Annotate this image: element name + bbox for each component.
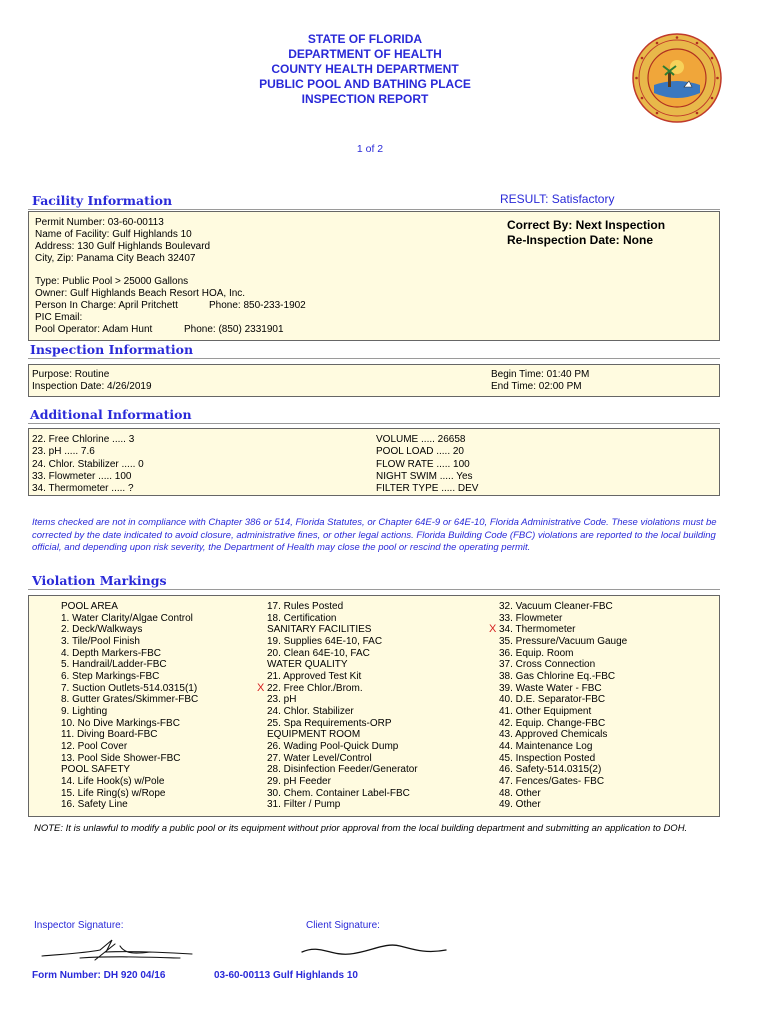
violations-column-1	[61, 601, 198, 811]
param-night-swim: NIGHT SWIM ..... Yes	[376, 470, 473, 482]
pool-operator: Pool Operator: Adam Hunt	[35, 324, 153, 335]
violation-item	[61, 659, 198, 671]
violation-item	[61, 741, 198, 753]
facility-reference: 03-60-00113 Gulf Highlands 10	[214, 970, 358, 981]
correct-by: Correct By: Next Inspection	[507, 218, 666, 232]
violation-item	[267, 624, 418, 636]
violation-label: 12. Pool Cover	[61, 740, 128, 752]
violation-item	[499, 683, 627, 695]
violation-item	[61, 601, 198, 613]
violation-label: 34. Thermometer	[499, 624, 576, 636]
violation-item	[267, 799, 418, 811]
client-signature	[300, 936, 450, 964]
violation-item	[499, 671, 627, 683]
violation-label: 2. Deck/Walkways	[61, 624, 143, 636]
additional-info-box	[28, 428, 720, 496]
param-pool-load: POOL LOAD ..... 20	[376, 446, 464, 458]
violation-label: 11. Diving Board-FBC	[61, 729, 158, 741]
violations-column-2	[257, 601, 418, 811]
violation-label: 42. Equip. Change-FBC	[499, 717, 606, 729]
violation-label: 49. Other	[499, 799, 541, 811]
param-flow-rate: FLOW RATE ..... 100	[376, 458, 470, 470]
param-filter-type: FILTER TYPE ..... DEV	[376, 483, 479, 495]
person-in-charge: Person In Charge: April Pritchett	[35, 300, 178, 311]
header-line: COUNTY HEALTH DEPARTMENT	[271, 62, 459, 76]
violation-label: 23. pH	[267, 694, 297, 706]
violation-item	[61, 694, 198, 706]
violation-label: 32. Vacuum Cleaner-FBC	[499, 601, 613, 612]
violation-label: 1. Water Clarity/Algae Control	[61, 612, 193, 624]
violation-item	[499, 601, 627, 613]
violation-item	[499, 764, 627, 776]
violation-label: 48. Other	[499, 787, 541, 799]
modification-note: NOTE: It is unlawful to modify a public pool or its equipment without prior approval from the local building department and submitting an application to DOH.	[34, 823, 688, 834]
violation-item	[267, 741, 418, 753]
violation-mark: X	[489, 623, 497, 636]
violation-label: 30. Chem. Container Label-FBC	[267, 787, 410, 799]
violation-label: 33. Flowmeter	[499, 612, 563, 624]
violation-label: 20. Clean 64E-10, FAC	[267, 647, 370, 659]
violation-item	[267, 648, 418, 660]
violation-label: 18. Certification	[267, 612, 337, 624]
facility-type: Type: Public Pool > 25000 Gallons	[35, 276, 189, 287]
violation-label: 13. Pool Side Shower-FBC	[61, 752, 181, 764]
inspector-signature-label: Inspector Signature:	[34, 920, 124, 931]
violation-item	[61, 648, 198, 660]
header-line: INSPECTION REPORT	[301, 92, 429, 106]
violation-item	[499, 648, 627, 660]
section-divider	[28, 423, 720, 424]
violation-label: 40. D.E. Separator-FBC	[499, 694, 606, 706]
violation-item	[489, 623, 627, 636]
violation-label: WATER QUALITY	[267, 659, 348, 671]
violations-section-title: Violation Markings	[32, 573, 167, 588]
violation-label: 37. Cross Connection	[499, 659, 596, 671]
violation-label: 46. Safety-514.0315(2)	[499, 764, 602, 776]
facility-name: Name of Facility: Gulf Highlands 10	[35, 229, 192, 240]
report-header	[150, 32, 580, 107]
violation-label: 24. Chlor. Stabilizer	[267, 705, 354, 717]
violation-label: EQUIPMENT ROOM	[267, 729, 361, 741]
violation-label: 15. Life Ring(s) w/Rope	[61, 787, 166, 799]
violation-item	[61, 753, 198, 765]
violation-item	[499, 788, 627, 800]
reading-free-chlorine: 22. Free Chlorine ..... 3	[32, 434, 135, 445]
reading-chlor-stabilizer: 24. Chlor. Stabilizer ..... 0	[32, 458, 144, 470]
violation-item	[499, 718, 627, 730]
header-line: STATE OF FLORIDA	[307, 32, 423, 46]
violation-label: 38. Gas Chlorine Eq.-FBC	[499, 670, 616, 682]
inspector-signature	[40, 936, 200, 964]
violation-item	[267, 718, 418, 730]
client-signature-label: Client Signature:	[306, 920, 380, 931]
violation-item	[61, 729, 198, 741]
violation-item	[499, 753, 627, 765]
violation-label: 39. Waste Water - FBC	[499, 682, 602, 694]
violation-item	[61, 613, 198, 625]
violation-item	[267, 788, 418, 800]
violation-item	[267, 671, 418, 683]
violation-label: POOL SAFETY	[61, 764, 131, 776]
compliance-note: Items checked are not in compliance with Chapter 386 or 514, Florida Statutes, or Chapter 64E-9 or 64E-10, Florida Administrative Code. These violations must be corrected by the date indicated to avoid closure, administrative fines, or other legal actions. Florida Building Code (FBC) violations are reported to the local building official, and depending upon risk severity, the Department of Health may close the pool or rescind the operating permit.	[32, 517, 717, 554]
violation-label: 47. Fences/Gates- FBC	[499, 775, 605, 787]
inspection-purpose: Purpose: Routine	[32, 369, 110, 380]
violation-label: 8. Gutter Grates/Skimmer-FBC	[61, 694, 199, 706]
violation-item	[61, 718, 198, 730]
pic-email: PIC Email:	[35, 312, 83, 323]
violation-label: 36. Equip. Room	[499, 647, 574, 659]
section-divider	[28, 209, 720, 210]
violation-label: 25. Spa Requirements-ORP	[267, 717, 392, 729]
violation-item	[61, 764, 198, 776]
facility-address: Address: 130 Gulf Highlands Boulevard	[35, 241, 211, 252]
violation-label: 43. Approved Chemicals	[499, 729, 608, 741]
violation-label: 4. Depth Markers-FBC	[61, 647, 162, 659]
violation-item	[61, 624, 198, 636]
violation-item	[61, 799, 198, 811]
begin-time: Begin Time: 01:40 PM	[491, 369, 590, 380]
section-divider	[28, 589, 720, 590]
violation-label: 3. Tile/Pool Finish	[61, 635, 140, 647]
header-line: DEPARTMENT OF HEALTH	[288, 47, 442, 61]
additional-section-title: Additional Information	[30, 407, 192, 422]
violation-label: 35. Pressure/Vacuum Gauge	[499, 635, 628, 647]
violation-label: 10. No Dive Markings-FBC	[61, 717, 180, 729]
header-line: PUBLIC POOL AND BATHING PLACE	[259, 77, 471, 91]
facility-owner: Owner: Gulf Highlands Beach Resort HOA, Inc.	[35, 288, 246, 299]
violation-item	[267, 694, 418, 706]
violation-label: SANITARY FACILITIES	[267, 624, 372, 636]
violation-item	[267, 613, 418, 625]
reading-thermometer: 34. Thermometer ..... ?	[32, 483, 134, 495]
violation-item	[499, 776, 627, 788]
person-in-charge-phone: Phone: 850-233-1902	[209, 300, 306, 311]
violation-item	[499, 613, 627, 625]
reading-flowmeter: 33. Flowmeter ..... 100	[32, 470, 132, 482]
violation-item	[499, 706, 627, 718]
violation-label: 16. Safety Line	[61, 799, 128, 811]
violation-item	[267, 659, 418, 671]
violation-label: 14. Life Hook(s) w/Pole	[61, 775, 165, 787]
violation-item	[61, 683, 198, 695]
violation-item	[267, 636, 418, 648]
facility-info-box	[28, 211, 720, 341]
inspection-date: Inspection Date: 4/26/2019	[32, 381, 152, 392]
violation-label: 7. Suction Outlets-514.0315(1)	[61, 682, 198, 694]
facility-city-zip: City, Zip: Panama City Beach 32407	[35, 253, 196, 264]
violation-label: 21. Approved Test Kit	[267, 670, 362, 682]
violation-label: 5. Handrail/Ladder-FBC	[61, 659, 167, 671]
violation-label: 19. Supplies 64E-10, FAC	[267, 635, 383, 647]
violation-item	[267, 776, 418, 788]
inspection-section-title: Inspection Information	[30, 342, 194, 357]
inspection-info-box	[28, 364, 720, 397]
param-volume: VOLUME ..... 26658	[376, 434, 466, 445]
violation-item	[61, 776, 198, 788]
pool-operator-phone: Phone: (850) 2331901	[184, 324, 284, 335]
violation-label: 28. Disinfection Feeder/Generator	[267, 764, 418, 776]
violation-item	[61, 636, 198, 648]
facility-section-title: Facility Information	[32, 193, 173, 208]
violation-label: POOL AREA	[61, 601, 118, 612]
permit-number: Permit Number: 03-60-00113	[35, 217, 164, 228]
violation-label: 31. Filter / Pump	[267, 799, 341, 811]
form-number: Form Number: DH 920 04/16	[32, 970, 166, 981]
violation-mark: X	[257, 681, 265, 694]
violations-column-3	[489, 601, 628, 811]
violation-item	[267, 764, 418, 776]
violation-item	[61, 671, 198, 683]
violation-item	[61, 788, 198, 800]
violation-label: 27. Water Level/Control	[267, 752, 372, 764]
violation-label: 6. Step Markings-FBC	[61, 670, 160, 682]
section-divider	[28, 358, 720, 359]
violation-item	[267, 753, 418, 765]
violation-item	[61, 706, 198, 718]
additional-readings	[32, 434, 144, 495]
violation-item	[267, 601, 418, 613]
inspection-result: RESULT: Satisfactory	[500, 192, 615, 206]
pool-parameters	[376, 434, 478, 495]
violation-label: 45. Inspection Posted	[499, 752, 596, 764]
violation-item	[499, 636, 627, 648]
violation-item	[499, 694, 627, 706]
reinspection-date: Re-Inspection Date: None	[507, 233, 654, 247]
violation-label: 17. Rules Posted	[267, 601, 344, 612]
violation-label: 22. Free Chlor./Brom.	[267, 682, 363, 694]
violation-item	[499, 659, 627, 671]
violation-item	[499, 799, 627, 811]
violation-item	[257, 681, 418, 695]
florida-seal-icon	[632, 33, 722, 123]
violation-item	[267, 729, 418, 741]
violation-item	[267, 706, 418, 718]
violation-item	[499, 729, 627, 741]
end-time: End Time: 02:00 PM	[491, 381, 582, 392]
violation-item	[499, 741, 627, 753]
violation-label: 29. pH Feeder	[267, 775, 331, 787]
violation-label: 41. Other Equipment	[499, 705, 592, 717]
violations-box	[28, 595, 720, 817]
page-number: 1 of 2	[356, 143, 384, 155]
violation-label: 9. Lighting	[61, 705, 108, 717]
violation-label: 44. Maintenance Log	[499, 740, 593, 752]
reading-ph: 23. pH ..... 7.6	[32, 446, 95, 458]
violation-label: 26. Wading Pool-Quick Dump	[267, 740, 399, 752]
